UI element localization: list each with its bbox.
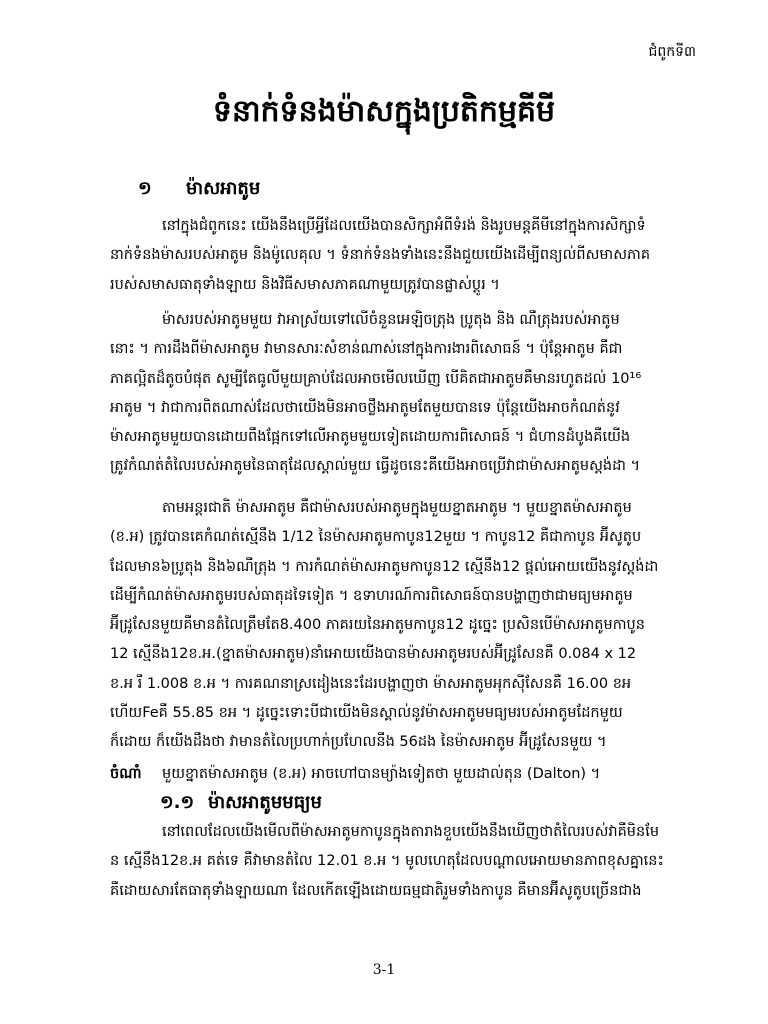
text-line: ខ.អ រឺ 1.008 ខ.អ ។ ការគណនាស្រដៀងនេះដែរបង្ហាញថា ម៉ាសអាតូមអុកស៊ីសែនគឺ 16.00 ខអ (110, 675, 632, 692)
paragraph-atom-mass (110, 306, 700, 482)
text-line: ន ស្មើនឹង12ខ.អ គត់ទេ គឺវាមានតំលៃ 12.01 ខ.អ ។ មូលហេតុដែលបណ្តាលអោយមានភាពខុសគ្នានេះ (110, 853, 664, 870)
section-heading-1-1 (160, 790, 322, 817)
section-heading-1 (138, 176, 260, 203)
text-line: ហើយFeគឺ 55.85 ខអ ។ ដូច្នេះទោះបីជាយើងមិនស្គាល់នូវម៉ាសអាតូមមធ្យមរបស់អាតូមដែកមួយ (110, 705, 623, 722)
text-line: តាមអន្តរជាតិ ម៉ាសអាតូម គឺជាម៉ាសរបស់អាតូមក្នុងមួយខ្នាតអាតូម ។ មួយខ្នាតម៉ាសអាតូម (162, 500, 632, 516)
section-number: ១.១ (160, 792, 195, 813)
section-number: ១ (138, 178, 152, 199)
paragraph-amu-definition (110, 494, 700, 758)
text-line: ភាគល្អិតដ៏តូចបំផុត សូម្បីតែធូលីមួយគ្រាប់ដែលអាចមើលឃើញ បើគិតជាអាតូមគឺមានរហូតដល់ 10¹⁶ (110, 370, 642, 387)
text-line: អាតូម ។ វាជាការពិតណាស់ដែលថាយើងមិនអាចថ្លឹងអាតូមតែមួយបានទេ ប៉ុន្តែយើងអាចកំណត់នូវ (110, 399, 620, 416)
page-title: ទំនាក់ទំនងម៉ាសក្នុងប្រតិកម្មគីមី (212, 94, 556, 129)
note-text: មួយខ្នាតម៉ាសអាតូម (ខ.អ) អាចហៅបានម្យ៉ាងទៀតថា មួយដាល់តុន (Dalton) ។ (162, 766, 601, 782)
section-title: ម៉ាសអាតូម (186, 178, 261, 199)
text-line: នៅពេលដែលយើងមើលពីម៉ាសអាតូមកាបូនក្នុងតារាងខួបយើងនឹងឃើញថាតំលៃរបស់វាគឺមិនមែ (162, 824, 660, 840)
note-label: ចំណាំ (110, 766, 142, 782)
page-number: 3-1 (372, 962, 396, 978)
text-line: ត្រូវកំណត់តំលៃរបស់អាតូមនៃធាតុដែលស្គាល់មួយ ធ្វើដូចនេះគឺយើងអាចប្រើវាជាម៉ាសអាតូមស្តង់ដា ។ (110, 458, 641, 475)
text-line: នៅក្នុងជំពូកនេះ យើងនឹងប្រើអ្វីដែលយើងបានសិក្សាអំពីទំរង់ និងរូបមន្តគីមីនៅក្នុងការសិក្សាទំ (162, 218, 646, 234)
text-line: អ៊ីដ្រូសែនមួយគឺមានតំលៃត្រឹមតែ8.400 ភាគរយនៃអាតូមកាបូន12 ដូច្នេះ ប្រសិនបើម៉ាសអាតូមកាបូន (110, 617, 645, 634)
text-line: ម៉ាសអាតូមមួយបានដោយពឹងផ្អែកទៅលើអាតូមមួយទៀតដោយការពិសោធន៍ ។ ជំហានដំបូងគឺយើង (110, 429, 631, 446)
text-line: ដែលមាន៦ប្រូតុង និង៦ណឺត្រុង ។ ការកំណត់ម៉ាសអាតូមកាបូន12 ស្មើនឹង12 ផ្តល់អោយយើងនូវស្តង់ដា (110, 558, 659, 575)
text-line: 12 ស្មើនឹង12ខ.អ.(ខ្នាតម៉ាសអាតូម)នាំអោយយើងបានម៉ាសអាតូមរបស់អ៊ីដ្រូសែនគឺ 0.084 x 12 (110, 646, 637, 663)
text-line: ដើម្បីកំណត់ម៉ាសអាតូមរបស់ធាតុដទៃទៀត ។ ឧទាហរណ៍ការពិសោធន៍បានបង្ហាញថាជាមធ្យមអាតូម (110, 587, 633, 604)
text-line: នោះ ។ ការដឹងពីម៉ាសអាតូម វាមានសារៈសំខាន់ណាស់នៅក្នុងការងារពិសោធន៍ ។ ប៉ុន្តែអាតូម គឺជា (110, 341, 623, 358)
text-line: ម៉ាសរបស់អាតូមមួយ វាអាស្រ័យទៅលើចំនួនអេឡិចត្រុង ប្រូតុង និង ណឺត្រុងរបស់អាតូម (162, 312, 620, 328)
paragraph-average-mass (110, 818, 700, 906)
text-line: នាក់ទំនងម៉ាសរបស់អាតូម និងម៉ូលេគុល ។ ទំនាក់ទំនងទាំងនេះនឹងជួយយើងដើម្បីពន្យល់ពីសមាសភាគ (110, 247, 651, 264)
text-line: (ខ.អ) ត្រូវបានគេកំណត់ស្មើនឹង 1/12 នៃម៉ាសអាតូមកាបូន12មួយ ។ កាបូន12 គឺជាកាបូន អ៊ីសូតូប (110, 529, 642, 546)
section-title: ម៉ាសអាតូមមធ្យម (208, 792, 322, 813)
note (110, 760, 710, 789)
paragraph-intro (110, 212, 700, 300)
text-line: គឺដោយសារតែធាតុទាំងឡាយណា ដែលកើតឡើងដោយធម្មជាតិរួមទាំងកាបូន គឺមានអ៊ីសូតូបច្រើនជាង (110, 882, 642, 899)
chapter-label: ជំពូកទី៣ (648, 44, 696, 60)
text-line: របស់សមាសធាតុទាំងឡាយ និងវិធីសមាសភាគណាមួយត្រូវបានផ្លាស់ប្តូរ ។ (110, 276, 500, 293)
text-line: ក៏ដោយ ក៏យើងដឹងថា វាមានតំលៃប្រហាក់ប្រហែលនឹង 56ដង នៃម៉ាសអាតូម អ៊ីដ្រូសែនមួយ ។ (110, 734, 607, 751)
